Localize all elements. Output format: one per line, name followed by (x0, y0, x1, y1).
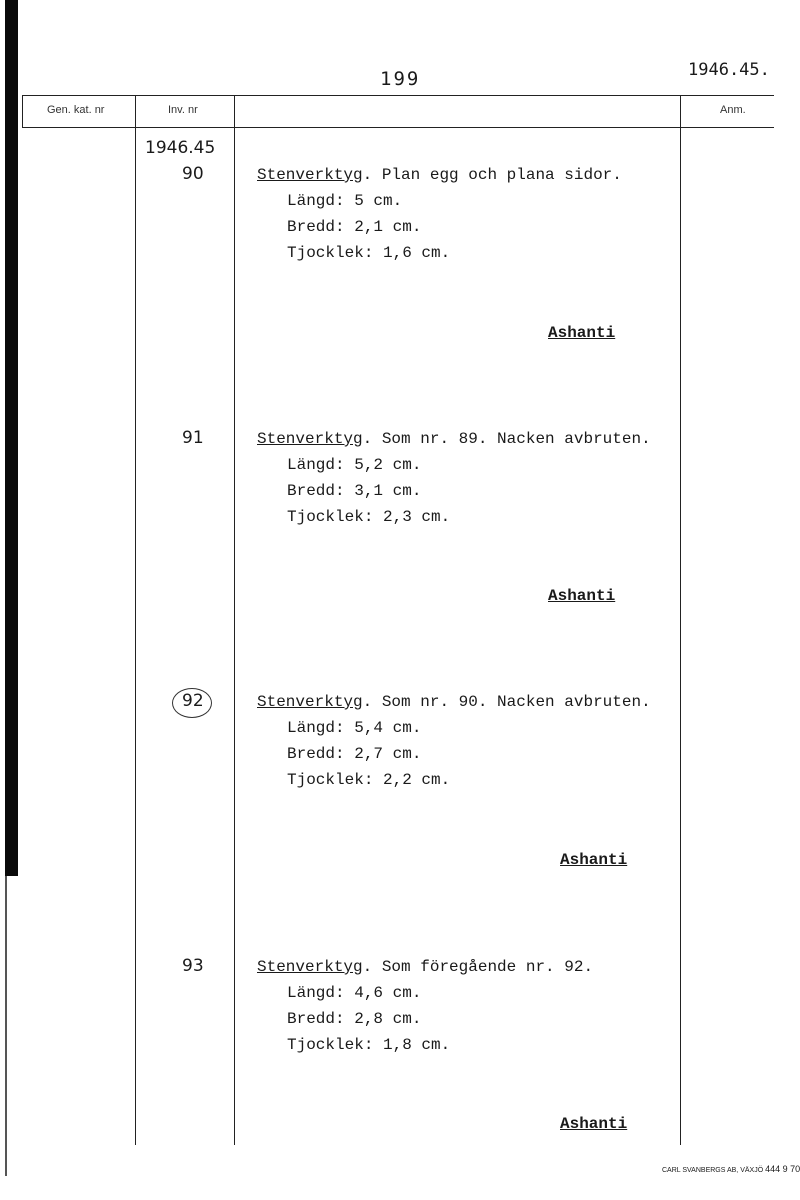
entry-title: Stenverktyg (257, 693, 363, 711)
column-divider-2 (234, 95, 235, 1145)
entry-thickness: Tjocklek: 1,6 cm. (287, 244, 451, 262)
year-header: 1946.45. (688, 60, 770, 80)
inv-number: 93 (182, 956, 204, 976)
entry-length: Längd: 5,4 cm. (287, 719, 422, 737)
printer-imprint (662, 1164, 800, 1174)
entry-thickness: Tjocklek: 2,2 cm. (287, 771, 451, 789)
printer-name: CARL SVANBERGS AB, VÄXJÖ (662, 1167, 764, 1174)
entry-thickness: Tjocklek: 1,8 cm. (287, 1036, 451, 1054)
binding-edge-lower (5, 876, 7, 1176)
form-code: 444 9 70 (765, 1164, 800, 1174)
year-label: 1946.45 (145, 138, 216, 158)
entry-title: Stenverktyg (257, 166, 363, 184)
entry-heading (257, 693, 651, 711)
entry-heading (257, 166, 622, 184)
entry-description: . Som nr. 90. Nacken avbruten. (362, 693, 651, 711)
inv-number: 91 (182, 428, 204, 448)
inv-number: 92 (182, 691, 204, 711)
entry-origin: Ashanti (560, 851, 628, 869)
entry-heading (257, 430, 651, 448)
column-header-gen-kat-nr: Gen. kat. nr (47, 104, 105, 116)
entry-length: Längd: 5 cm. (287, 192, 403, 210)
entry-origin: Ashanti (548, 587, 616, 605)
page-number: 199 (380, 68, 421, 90)
entry-width: Bredd: 2,8 cm. (287, 1010, 422, 1028)
entry-description: . Som föregående nr. 92. (362, 958, 594, 976)
column-divider-left (22, 95, 23, 127)
entry-width: Bredd: 2,1 cm. (287, 218, 422, 236)
entry-heading (257, 958, 593, 976)
entry-description: . Plan egg och plana sidor. (362, 166, 622, 184)
entry-length: Längd: 5,2 cm. (287, 456, 422, 474)
entry-description: . Som nr. 89. Nacken avbruten. (362, 430, 651, 448)
entry-width: Bredd: 3,1 cm. (287, 482, 422, 500)
column-divider-1 (135, 95, 136, 1145)
column-divider-3 (680, 95, 681, 1145)
column-header-anm: Anm. (720, 104, 746, 116)
entry-length: Längd: 4,6 cm. (287, 984, 422, 1002)
entry-title: Stenverktyg (257, 958, 363, 976)
entry-title: Stenverktyg (257, 430, 363, 448)
inv-number: 90 (182, 164, 204, 184)
column-header-inv-nr: Inv. nr (168, 104, 198, 116)
entry-thickness: Tjocklek: 2,3 cm. (287, 508, 451, 526)
entry-origin: Ashanti (560, 1115, 628, 1133)
entry-width: Bredd: 2,7 cm. (287, 745, 422, 763)
entry-origin: Ashanti (548, 324, 616, 342)
binding-edge (5, 0, 18, 876)
